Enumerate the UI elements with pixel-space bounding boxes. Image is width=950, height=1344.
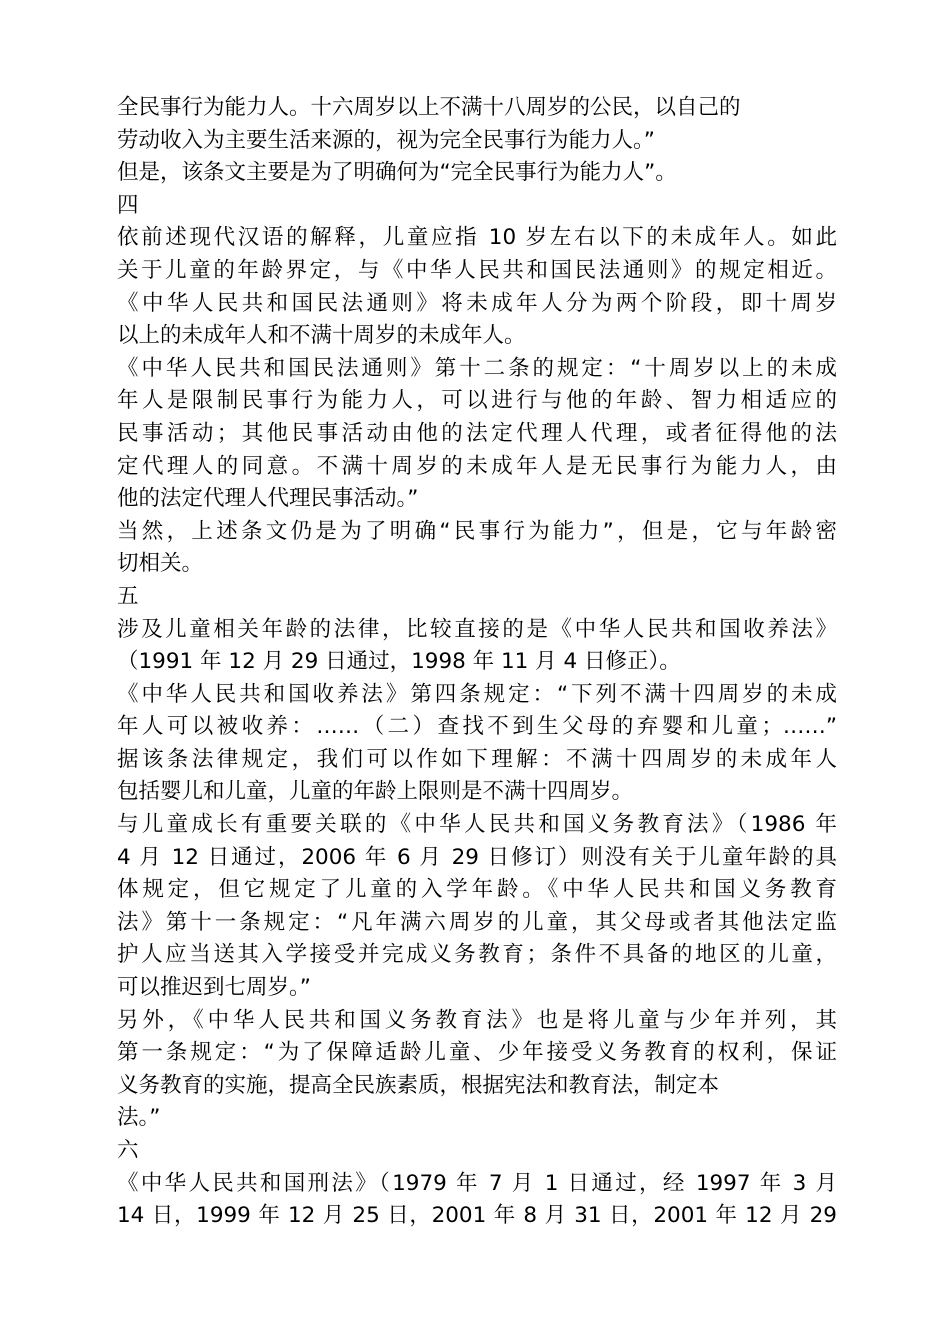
text-line: 《中华人民共和国民法通则》第十二条的规定：“十周岁以上的未成 bbox=[117, 355, 837, 381]
text-line: 他的法定代理人代理民事活动。” bbox=[117, 486, 419, 512]
text-line: 义务教育的实施，提高全民族素质，根据宪法和教育法，制定本 bbox=[117, 1072, 720, 1098]
text-line: （1991 年 12 月 29 日通过，1998 年 11 月 4 日修正）。 bbox=[117, 649, 681, 675]
text-line: 年人是限制民事行为能力人，可以进行与他的年龄、智力相适应的 bbox=[117, 388, 837, 414]
text-line: 定代理人的同意。不满十周岁的未成年人是无民事行为能力人，由 bbox=[117, 453, 837, 479]
text-line: 切相关。 bbox=[117, 551, 204, 577]
text-line: 《中华人民共和国民法通则》将未成年人分为两个阶段，即十周岁 bbox=[117, 290, 837, 316]
text-line: 四 bbox=[117, 192, 139, 218]
text-line: 劳动收入为主要生活来源的，视为完全民事行为能力人。” bbox=[117, 127, 655, 153]
text-line: 法》第十一条规定：“凡年满六周岁的儿童，其父母或者其他法定监 bbox=[117, 909, 837, 935]
text-line: 可以推迟到七周岁。” bbox=[117, 975, 311, 1001]
text-line: 全民事行为能力人。十六周岁以上不满十八周岁的公民，以自己的 bbox=[117, 95, 741, 120]
text-line: 14 日，1999 年 12 月 25 日，2001 年 8 月 31 日，2001 年 12 月 29 bbox=[117, 1203, 837, 1229]
text-line: 涉及儿童相关年龄的法律，比较直接的是《中华人民共和国收养法》 bbox=[117, 616, 837, 642]
text-line: 《中华人民共和国收养法》第四条规定：“下列不满十四周岁的未成 bbox=[117, 681, 837, 707]
text-line: 法。” bbox=[117, 1105, 161, 1131]
text-line: 《中华人民共和国刑法》（1979 年 7 月 1 日通过，经 1997 年 3 月 bbox=[117, 1170, 837, 1196]
text-line: 依前述现代汉语的解释，儿童应指 10 岁左右以下的未成年人。如此 bbox=[117, 225, 837, 251]
text-line: 五 bbox=[117, 583, 139, 609]
text-line: 4 月 12 日通过，2006 年 6 月 29 日修订）则没有关于儿童年龄的具 bbox=[117, 844, 837, 870]
text-line: 包括婴儿和儿童，儿童的年龄上限则是不满十四周岁。 bbox=[117, 779, 634, 805]
text-line: 第一条规定：“为了保障适龄儿童、少年接受义务教育的权利，保证 bbox=[117, 1040, 837, 1066]
document-body bbox=[117, 92, 837, 1233]
text-line: 但是，该条文主要是为了明确何为“完全民事行为能力人”。 bbox=[117, 160, 677, 186]
text-line: 另外，《中华人民共和国义务教育法》也是将儿童与少年并列，其 bbox=[117, 1007, 837, 1033]
text-line: 民事活动；其他民事活动由他的法定代理人代理，或者征得他的法 bbox=[117, 420, 837, 446]
text-line: 护人应当送其入学接受并完成义务教育；条件不具备的地区的儿童， bbox=[117, 942, 837, 968]
text-line: 与儿童成长有重要关联的《中华人民共和国义务教育法》（1986 年 bbox=[117, 812, 837, 838]
text-line: 据该条法律规定，我们可以作如下理解：不满十四周岁的未成年人 bbox=[117, 746, 837, 772]
text-line: 六 bbox=[117, 1138, 139, 1163]
text-line: 体规定，但它规定了儿童的入学年龄。《中华人民共和国义务教育 bbox=[117, 877, 837, 903]
text-line: 当然，上述条文仍是为了明确“民事行为能力”，但是，它与年龄密 bbox=[117, 518, 837, 544]
text-line: 年人可以被收养：……（二）查找不到生父母的弃婴和儿童；……” bbox=[117, 714, 837, 740]
text-line: 以上的未成年人和不满十周岁的未成年人。 bbox=[117, 323, 526, 349]
text-line: 关于儿童的年龄界定，与《中华人民共和国民法通则》的规定相近。 bbox=[117, 257, 837, 283]
